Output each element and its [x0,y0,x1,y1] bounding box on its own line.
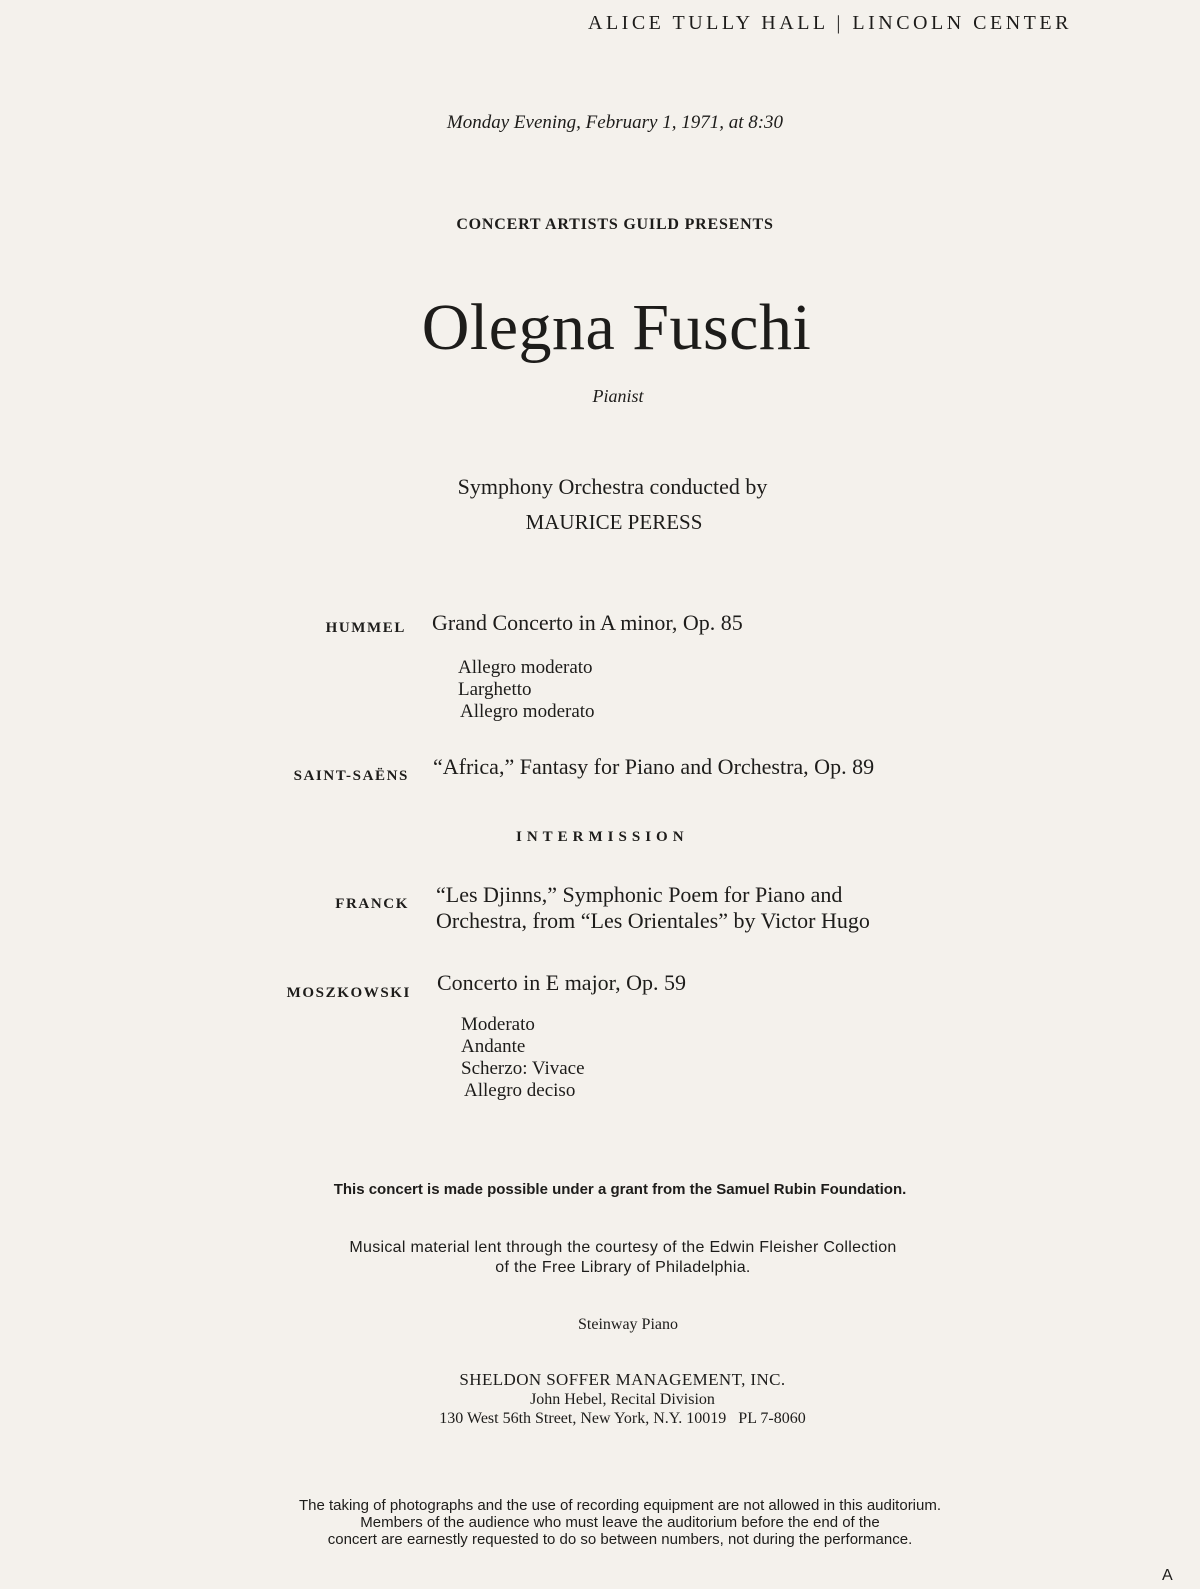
conductor-name: MAURICE PERESS [525,510,703,534]
movement: Allegro deciso [464,1080,576,1101]
work-title: Grand Concerto in A minor, Op. 85 [432,610,743,635]
composer-name: MOSZKOWSKI [286,985,411,1001]
intermission-label: INTERMISSION [516,829,689,845]
piano-credit: Steinway Piano [578,1316,678,1333]
date-line: Monday Evening, February 1, 1971, at 8:30 [446,112,784,133]
material-credit: of the Free Library of Philadelphia. [495,1259,751,1276]
presenter-line: CONCERT ARTISTS GUILD PRESENTS [456,216,774,233]
movement: Andante [461,1036,526,1057]
performer-role: Pianist [592,386,644,406]
notice-line: Members of the audience who must leave the auditorium before the end of the [360,1514,880,1531]
performer-name: Olegna Fuschi [421,291,812,364]
material-credit: Musical material lent through the courtesy of the Edwin Fleisher Collection [349,1239,897,1256]
management-company: SHELDON SOFFER MANAGEMENT, INC. [459,1370,786,1389]
grant-credit: This concert is made possible under a grant from the Samuel Rubin Foundation. [333,1181,907,1198]
composer-name: FRANCK [335,896,409,912]
composer-name: SAINT-SAËNS [293,768,409,784]
work-title: “Les Djinns,” Symphonic Poem for Piano and [436,882,843,907]
movement: Larghetto [458,679,532,700]
composer-name: HUMMEL [325,620,406,636]
movement: Allegro moderato [460,701,595,722]
page-mark: A [1162,1567,1173,1584]
venue-header: ALICE TULLY HALL | LINCOLN CENTER [588,12,1072,34]
movement: Moderato [461,1014,535,1035]
work-title: “Africa,” Fantasy for Piano and Orchestra, Op. 89 [433,754,875,779]
orchestra-line: Symphony Orchestra conducted by [457,474,768,499]
management-division: John Hebel, Recital Division [530,1391,715,1408]
movement: Scherzo: Vivace [461,1058,585,1079]
work-title: Orchestra, from “Les Orientales” by Victor Hugo [436,908,870,933]
management-address: 130 West 56th Street, New York, N.Y. 10019 PL 7-8060 [439,1410,806,1427]
notice-line: The taking of photographs and the use of recording equipment are not allowed in this auditorium. [298,1497,942,1514]
notice-line: concert are earnestly requested to do so between numbers, not during the performance. [327,1531,913,1548]
movement: Allegro moderato [458,657,593,678]
work-title: Concerto in E major, Op. 59 [437,970,687,995]
